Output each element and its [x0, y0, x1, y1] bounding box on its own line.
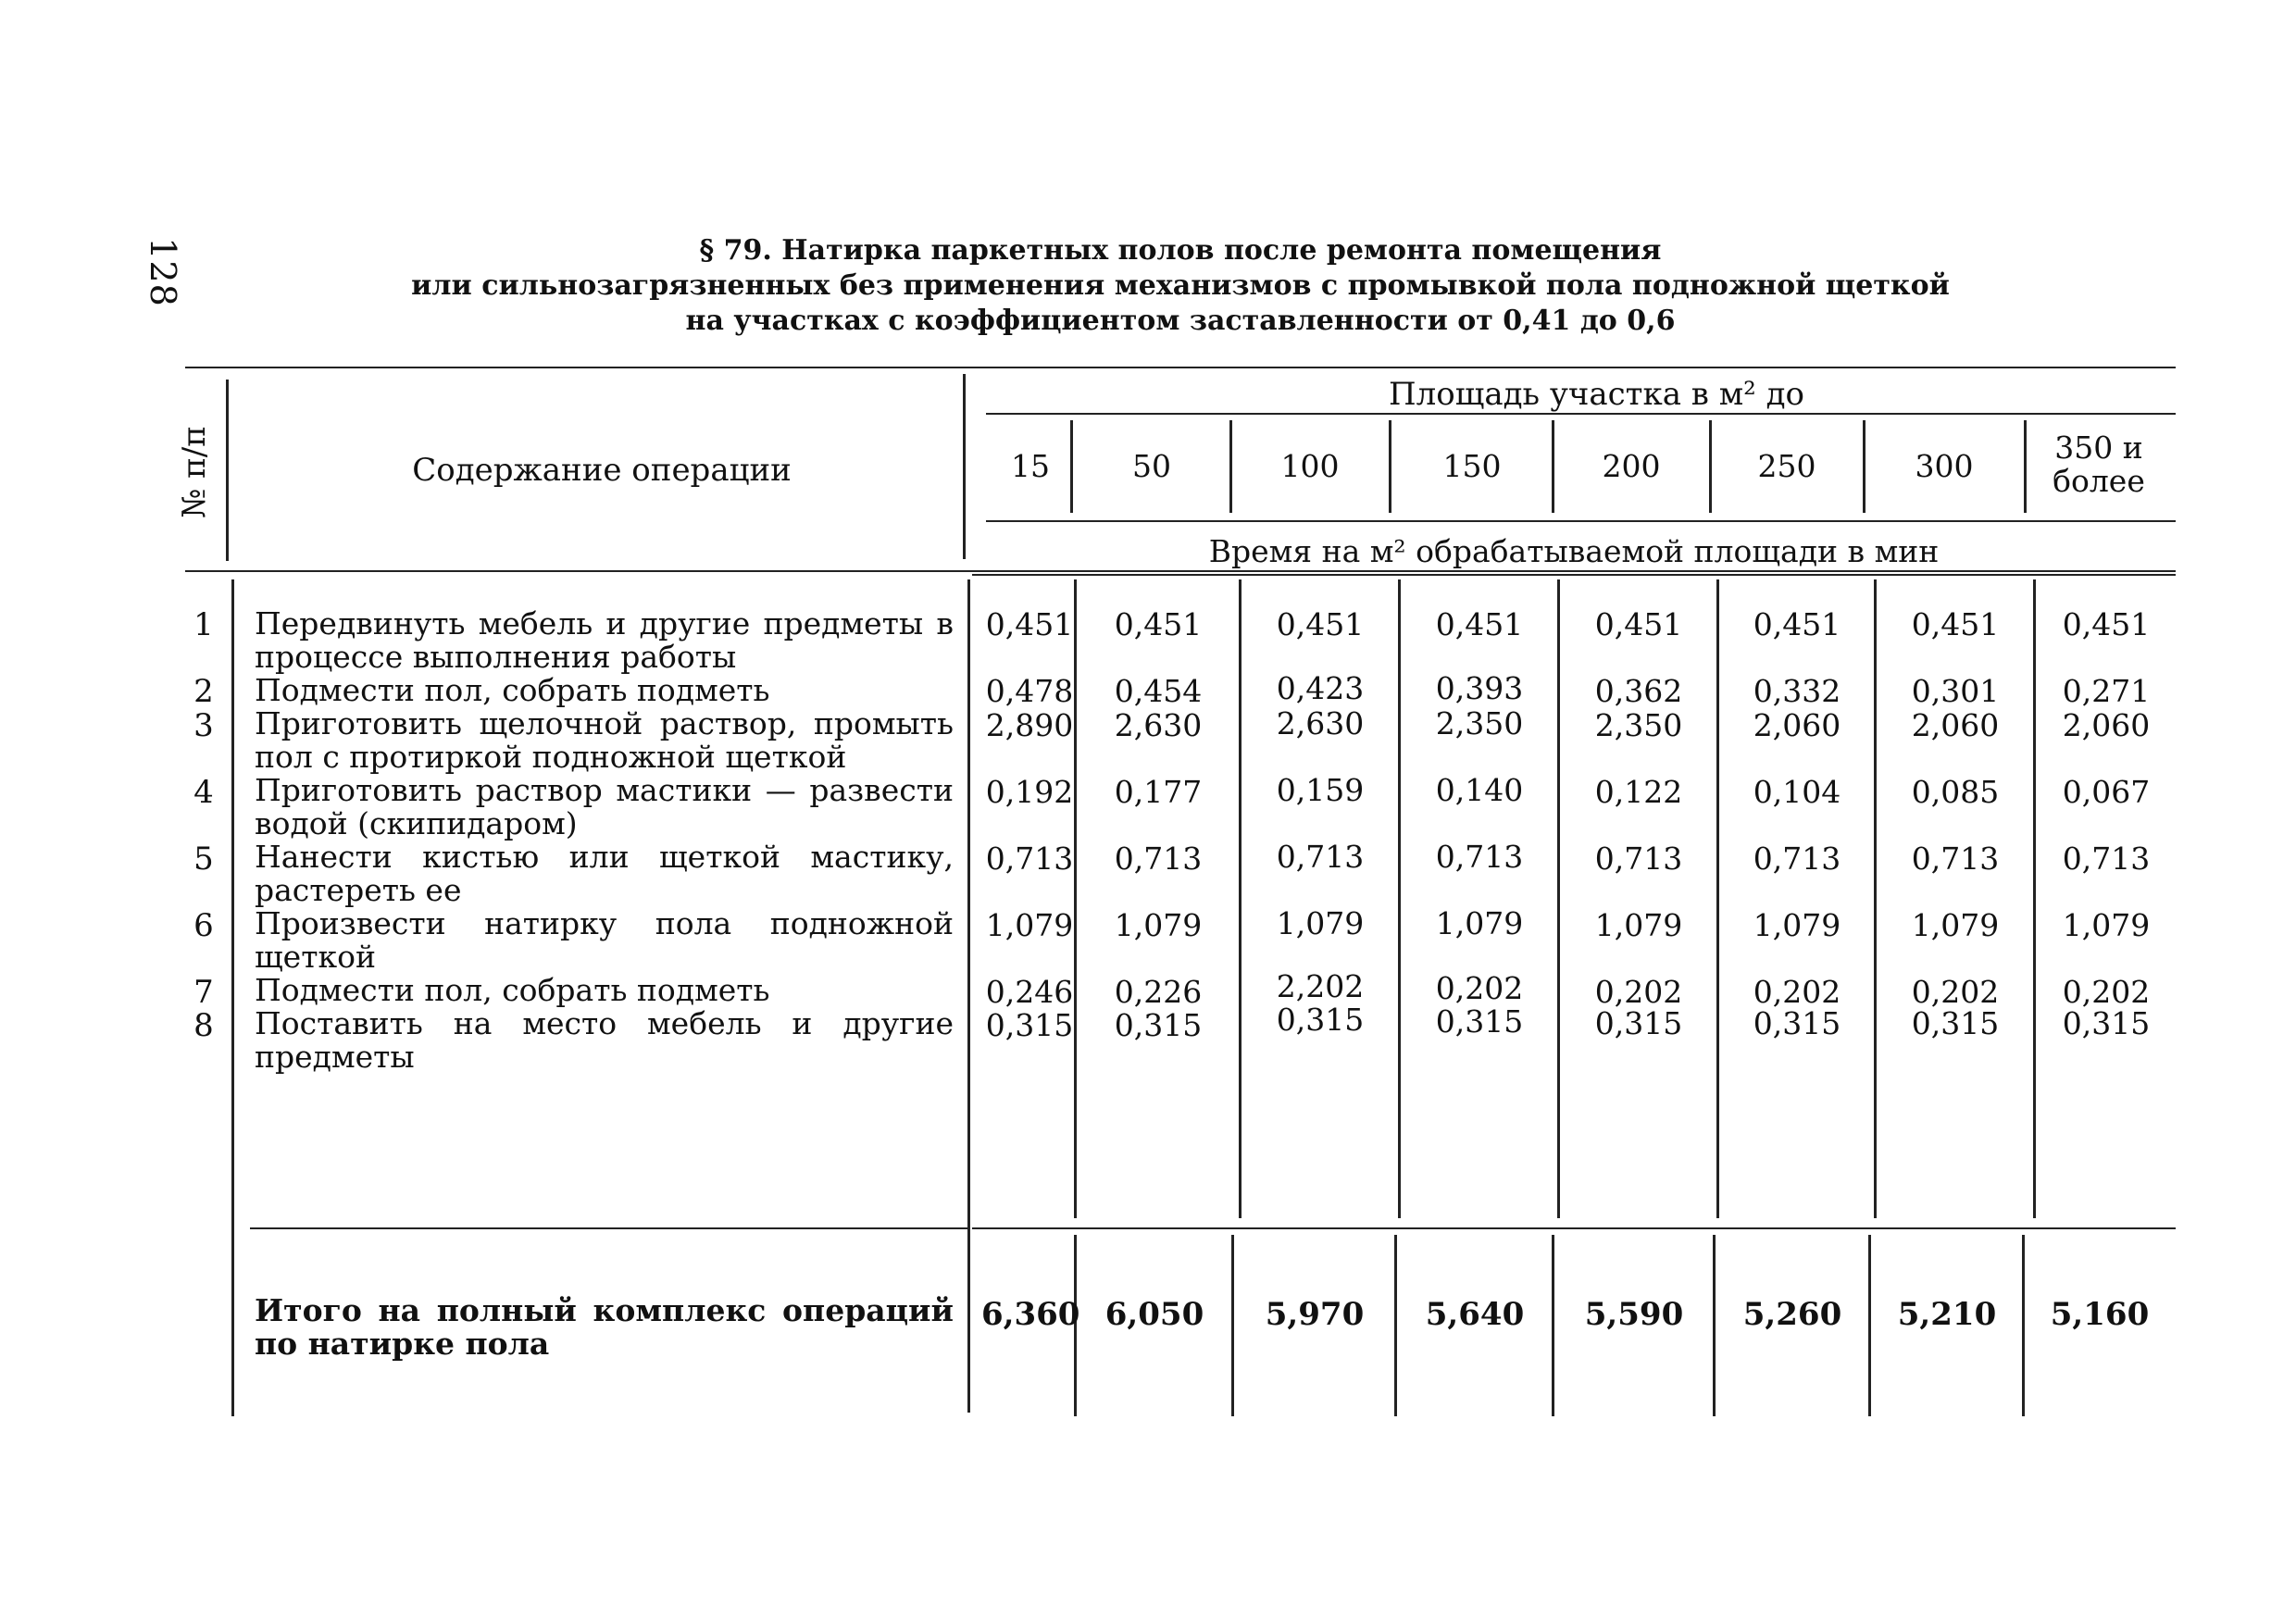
table-cell: 0,315	[1114, 1007, 1203, 1043]
column-header-100: 100	[1280, 448, 1340, 484]
total-cell: 6,360	[981, 1296, 1080, 1333]
table-cell: 0,315	[1911, 1005, 2000, 1041]
column-header-350: 350 и более	[2053, 430, 2145, 499]
row-operation: Нанести кистью или щеткой мастику, растереть ее	[255, 839, 954, 908]
total-cell: 5,590	[1584, 1296, 1684, 1333]
table-cell: 0,713	[1435, 839, 1524, 875]
area-header-rule	[986, 413, 2176, 415]
row-operation: Подмести пол, собрать подметь	[255, 972, 770, 1008]
header-bottom-rule	[185, 570, 2176, 572]
table-cell: 2,060	[1911, 707, 2000, 743]
table-cell: 2,202	[1276, 968, 1365, 1004]
table-cell: 0,451	[985, 606, 1074, 642]
row-number: 6	[193, 907, 214, 944]
total-cell: 5,160	[2050, 1296, 2150, 1333]
column-header-250: 250	[1757, 448, 1816, 484]
table-cell: 1,079	[1594, 907, 1683, 943]
col-divider-body-7	[2033, 579, 2036, 1218]
table-cell: 0,315	[1435, 1003, 1524, 1040]
total-cell: 5,210	[1897, 1296, 1997, 1333]
table-cell: 0,226	[1114, 974, 1203, 1010]
table-cell: 0,271	[2062, 673, 2151, 709]
section-heading	[185, 233, 2176, 339]
column-header-300: 300	[1915, 448, 1974, 484]
table-cell: 2,350	[1594, 707, 1683, 743]
table-cell: 0,713	[1114, 841, 1203, 877]
row-number: 7	[193, 974, 214, 1011]
table-cell: 0,362	[1594, 673, 1683, 709]
table-cell: 0,713	[1276, 839, 1365, 875]
table-cell: 0,713	[1911, 841, 2000, 877]
col-divider-body-5	[1716, 579, 1719, 1218]
table-cell: 0,301	[1911, 673, 2000, 709]
table-cell: 0,451	[1594, 606, 1683, 642]
heading-line-3: на участках с коэффициентом заставленности от 0,41 до 0,6	[685, 305, 1676, 337]
row-operation: Приготовить раствор мастики — развести водой (скипидаром)	[255, 772, 954, 841]
row-number: 1	[193, 606, 214, 643]
row-operation: Произвести натирку пола подножной щеткой	[255, 905, 954, 975]
total-label: Итого на полный комплекс операций по натирке пола	[255, 1292, 954, 1362]
table-cell: 0,202	[1435, 970, 1524, 1006]
table-cell: 1,079	[2062, 907, 2151, 943]
table-cell: 1,079	[1276, 905, 1365, 941]
row-number: 4	[193, 774, 214, 811]
table-cell: 0,246	[985, 974, 1074, 1010]
table-cell: 0,315	[1594, 1005, 1683, 1041]
row-operation: Подмести пол, собрать подметь	[255, 672, 770, 708]
col-divider-total-4	[1552, 1235, 1554, 1416]
page-number: 128	[142, 237, 183, 307]
total-cell: 5,640	[1425, 1296, 1525, 1333]
table-cell: 0,159	[1276, 772, 1365, 808]
table-cell: 0,423	[1276, 670, 1365, 706]
table-cell: 0,192	[985, 774, 1074, 810]
header-time: Время на м² обрабатываемой площади в мин	[1208, 533, 1940, 569]
row-number: 5	[193, 841, 214, 878]
table-cell: 2,060	[1753, 707, 1841, 743]
op-col-divider-head	[963, 374, 966, 559]
table-cell: 0,140	[1435, 772, 1524, 808]
row-operation: Передвинуть мебель и другие предметы в процессе выполнения работы	[255, 605, 954, 675]
total-cell: 5,970	[1265, 1296, 1365, 1333]
heading-line-2: или сильнозагрязненных без применения механизмов с промывкой пола подножной щеткой	[411, 269, 1950, 302]
column-header-15: 15	[1011, 448, 1050, 484]
col-divider-total-6	[1868, 1235, 1871, 1416]
table-cell: 2,630	[1114, 707, 1203, 743]
table-cell: 1,079	[1114, 907, 1203, 943]
col-divider-body-4	[1557, 579, 1560, 1218]
table-cell: 0,713	[2062, 841, 2151, 877]
table-cell: 2,630	[1276, 705, 1365, 741]
row-number: 3	[193, 707, 214, 744]
table-cell: 1,079	[1753, 907, 1841, 943]
table-cell: 0,202	[1594, 974, 1683, 1010]
col-divider-body-2	[1239, 579, 1242, 1218]
table-cell: 0,393	[1435, 670, 1524, 706]
time-header-rule-top	[986, 520, 2176, 522]
table-cell: 0,451	[1276, 606, 1365, 642]
table-cell: 0,713	[1753, 841, 1841, 877]
table-cell: 0,451	[1114, 606, 1203, 642]
col-divider-total-2	[1231, 1235, 1234, 1416]
col-divider-body-6	[1874, 579, 1877, 1218]
table-cell: 0,478	[985, 673, 1074, 709]
table-cell: 0,202	[1911, 974, 2000, 1010]
table-top-rule	[185, 367, 2176, 368]
column-header-150: 150	[1442, 448, 1502, 484]
body-top-rule	[972, 574, 2176, 576]
table-cell: 0,202	[2062, 974, 2151, 1010]
column-header-50: 50	[1132, 448, 1171, 484]
table-cell: 2,890	[985, 707, 1074, 743]
total-cell: 5,260	[1742, 1296, 1842, 1333]
table-cell: 0,315	[1753, 1005, 1841, 1041]
table-cell: 0,713	[985, 841, 1074, 877]
table-cell: 0,177	[1114, 774, 1203, 810]
num-col-divider-head	[226, 380, 229, 561]
col-divider-total-5	[1713, 1235, 1716, 1416]
table-cell: 0,713	[1594, 841, 1683, 877]
table-cell: 0,202	[1753, 974, 1841, 1010]
col-divider-total-3	[1394, 1235, 1397, 1416]
table-cell: 0,451	[1911, 606, 2000, 642]
col-divider-total-7	[2022, 1235, 2025, 1416]
table-cell: 2,060	[2062, 707, 2151, 743]
table-cell: 0,454	[1114, 673, 1203, 709]
table-cell: 0,315	[2062, 1005, 2151, 1041]
heading-line-1: § 79. Натирка паркетных полов после ремонта помещения	[699, 234, 1662, 267]
table-cell: 0,332	[1753, 673, 1841, 709]
total-cell: 6,050	[1104, 1296, 1204, 1333]
header-area: Площадь участка в м² до	[1389, 376, 1805, 413]
col-divider-body-1	[1074, 579, 1077, 1218]
total-rule-right	[972, 1227, 2176, 1229]
table-cell: 2,350	[1435, 705, 1524, 741]
table-cell: 1,079	[1435, 905, 1524, 941]
table-cell: 0,451	[1753, 606, 1841, 642]
total-rule-left	[250, 1227, 967, 1229]
table-cell: 0,451	[2062, 606, 2151, 642]
header-number: № п/п	[176, 426, 213, 518]
num-col-divider-body	[231, 579, 234, 1416]
table-cell: 0,122	[1594, 774, 1683, 810]
table-cell: 0,315	[985, 1007, 1074, 1043]
op-col-divider-body	[967, 579, 970, 1413]
table-cell: 0,315	[1276, 1002, 1365, 1038]
header-operation: Содержание операции	[412, 452, 792, 489]
table-cell: 0,451	[1435, 606, 1524, 642]
row-operation: Приготовить щелочной раствор, промыть пол с протиркой подножной щеткой	[255, 705, 954, 775]
row-number: 2	[193, 673, 214, 710]
table-cell: 0,085	[1911, 774, 2000, 810]
table-cell: 1,079	[1911, 907, 2000, 943]
col-divider-head-7	[2024, 420, 2027, 513]
table-cell: 0,104	[1753, 774, 1841, 810]
table-cell: 1,079	[985, 907, 1074, 943]
table-cell: 0,067	[2062, 774, 2151, 810]
col-divider-head-3	[1389, 420, 1391, 513]
row-operation: Поставить на место мебель и другие предметы	[255, 1005, 954, 1075]
row-number: 8	[193, 1007, 214, 1044]
column-header-200: 200	[1602, 448, 1661, 484]
col-divider-body-3	[1398, 579, 1401, 1218]
